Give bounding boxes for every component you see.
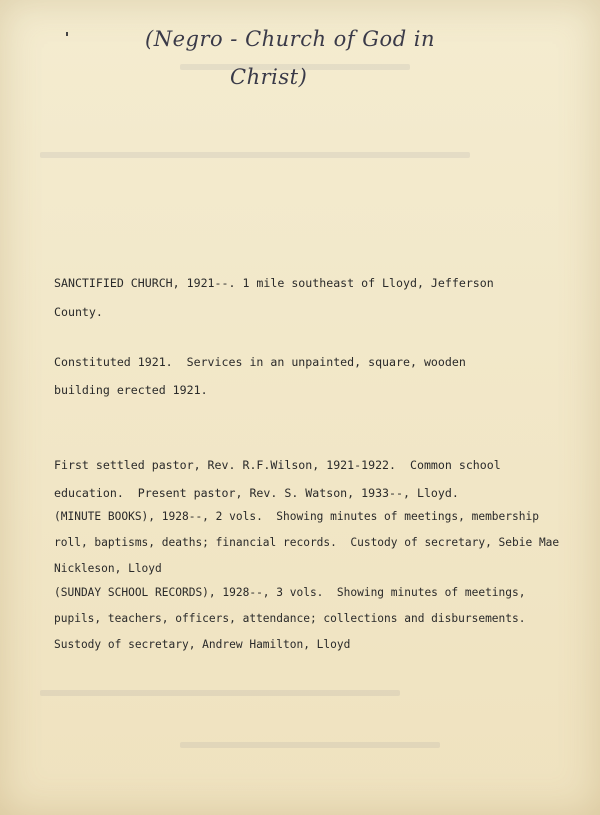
constituted-line-2: building erected 1921. [54, 383, 208, 397]
constituted-line-1: Constituted 1921. Services in an unpainted, square, wooden [54, 355, 466, 369]
minutes-books-line-2: roll, baptisms, deaths; financial records. Custody of secretary, Sebie Mae [54, 536, 560, 549]
bleed-through-mark [180, 742, 440, 748]
minutes-books-line-1: (MINUTE BOOKS), 1928--, 2 vols. Showing minutes of meetings, membership [54, 510, 539, 523]
pastor-line-2: education. Present pastor, Rev. S. Watson, 1933--, Lloyd. [54, 486, 459, 500]
handwritten-line-2: Christ) [230, 65, 308, 89]
entry-heading-line-2: County. [54, 305, 103, 319]
entry-heading-line-1: SANCTIFIED CHURCH, 1921--. 1 mile southeast of Lloyd, Jefferson [54, 276, 494, 290]
pencil-mark [66, 32, 68, 36]
handwritten-line-1: (Negro - Church of God in [145, 27, 436, 51]
bleed-through-mark [40, 152, 470, 158]
sunday-school-line-3: Sustody of secretary, Andrew Hamilton, Lloyd [54, 638, 351, 651]
minutes-books-line-3: Nickleson, Lloyd [54, 562, 162, 575]
sunday-school-line-2: pupils, teachers, officers, attendance; collections and disbursements. [54, 612, 526, 625]
bleed-through-mark [40, 690, 400, 696]
pastor-line-1: First settled pastor, Rev. R.F.Wilson, 1921-1922. Common school [54, 458, 501, 472]
sunday-school-line-1: (SUNDAY SCHOOL RECORDS), 1928--, 3 vols. Showing minutes of meetings, [54, 586, 526, 599]
handwritten-annotation [145, 20, 475, 96]
